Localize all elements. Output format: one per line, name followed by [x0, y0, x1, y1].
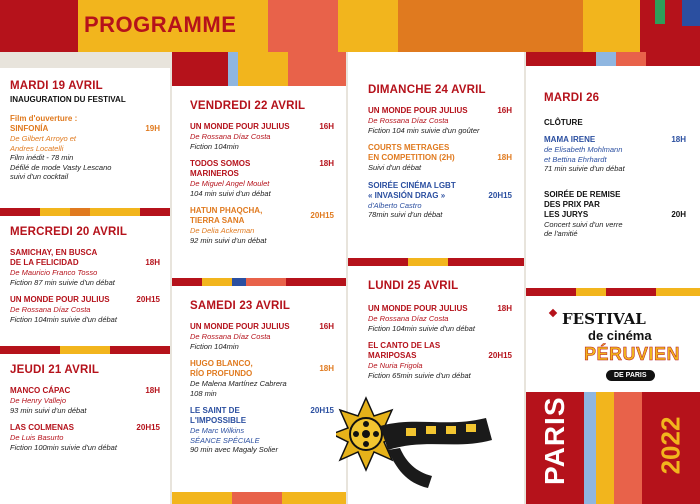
film-desc: 71 min suivie d'un débat	[544, 164, 625, 173]
card-jeudi-21	[0, 354, 170, 504]
card-mardi-26	[526, 66, 700, 288]
film-desc: 90 min avec Magaly Solier	[190, 445, 278, 454]
film-saint-impossible	[190, 406, 334, 455]
film-desc: 93 min suivi d'un débat	[10, 405, 87, 415]
film-title: SINFONÍA	[10, 124, 49, 133]
film-time: 20H15	[310, 211, 334, 220]
film-title: HATUN PHAQCHA,	[190, 206, 263, 215]
film-time: 20H15	[310, 406, 334, 415]
film-director: De Gilbert Arroyo et	[10, 134, 76, 143]
day-heading: JEUDI 21 AVRIL	[10, 364, 100, 376]
film-julius	[190, 122, 334, 151]
divider-strip	[348, 258, 524, 266]
film-todos-somos	[190, 159, 334, 198]
film-time: 20H15	[136, 295, 160, 304]
film-title: MANCO CÁPAC	[10, 386, 71, 395]
film-manco-capac	[10, 386, 160, 415]
logo-line-festival: FESTIVAL	[562, 310, 646, 328]
card-dimanche-24	[348, 52, 524, 258]
film-desc: Fiction 65min suivie d'un débat	[368, 370, 471, 380]
film-title: SOIRÉE CINÉMA LGBT	[368, 180, 456, 190]
film-director: d'Alberto Castro	[368, 200, 422, 210]
logo-line-de-paris: DE PARIS	[606, 370, 655, 381]
film-title: LE SAINT DE L'IMPOSSIBLE	[190, 406, 247, 425]
day-heading: VENDREDI 22 AVRIL	[190, 100, 306, 112]
film-director: De Miguel Angel Moulet	[190, 179, 270, 188]
film-mama-irene	[544, 135, 686, 174]
film-director: De Delia Ackerman	[190, 226, 255, 235]
logo-line-peruvien: PÉRUVIEN	[584, 344, 681, 364]
film-time: 20H15	[488, 190, 512, 200]
film-time: 20H	[671, 209, 686, 219]
day-heading: LUNDI 25 AVRIL	[368, 280, 459, 292]
film-director: Andres Locatelli	[10, 143, 64, 153]
film-time: 16H	[319, 122, 334, 131]
bottom-strip-col2	[172, 492, 346, 504]
film-title: DES PRIX PAR	[544, 199, 600, 209]
film-director: De Rossana Díaz Costa	[190, 332, 271, 341]
film-reel-illustration	[336, 388, 506, 498]
film-desc: 78min suivi d'un débat	[368, 210, 443, 219]
card-vendredi-22	[172, 86, 346, 278]
film-desc: Fiction 104min suivie d'un débat	[368, 323, 475, 333]
divider-strip	[526, 288, 700, 296]
film-time: 18H	[671, 135, 686, 144]
film-desc: 108 min	[190, 388, 217, 398]
film-director: De Rossana Díaz Costa	[368, 314, 449, 323]
film-desc: Fiction 100min suivie d'un débat	[10, 442, 117, 452]
card-samedi-23	[172, 286, 346, 492]
film-director: De Rossana Díaz Costa	[368, 116, 449, 125]
banner-city: PARIS	[539, 396, 570, 485]
top-strip-col4	[526, 52, 700, 66]
film-title: « INVASIÓN DRAG »	[368, 190, 446, 200]
film-title: UN MONDE POUR JULIUS	[10, 295, 110, 304]
day-heading: DIMANCHE 24 AVRIL	[368, 84, 486, 96]
film-julius	[368, 106, 512, 135]
day-heading: MARDI 19 AVRIL	[10, 80, 103, 92]
film-director: De Rossana Díaz Costa	[10, 305, 91, 314]
film-title: LAS COLMENAS	[10, 423, 74, 432]
day-subtitle: CLÔTURE	[544, 118, 583, 127]
divider-strip	[172, 278, 346, 286]
day-heading: MERCREDI 20 AVRIL	[10, 226, 128, 238]
film-time: 18H	[497, 304, 512, 313]
film-title: UN MONDE POUR JULIUS	[190, 322, 290, 331]
day-subtitle: INAUGURATION DU FESTIVAL	[10, 95, 126, 104]
film-time: 18H	[319, 364, 334, 373]
film-title: HUGO BLANCO,	[190, 359, 253, 368]
film-desc: suivi d'un cocktail	[10, 172, 69, 181]
film-title: EL CANTO DE LAS	[368, 341, 441, 350]
film-title: RÍO PROFUNDO	[190, 369, 253, 378]
film-director: De Malena Martínez Cabrera	[190, 379, 287, 388]
film-director: De Luis Basurto	[10, 433, 64, 442]
film-title: SOIRÉE DE REMISE	[544, 189, 621, 199]
top-band-green	[655, 0, 665, 24]
film-time: 20H15	[136, 423, 160, 432]
film-director: De Mauricio Franco Tosso	[10, 268, 98, 277]
film-desc: Film inédit - 78 min	[10, 153, 74, 162]
film-remise-prix	[544, 190, 686, 239]
film-title: MAMA IRENE	[544, 135, 596, 144]
film-courts-metrages	[368, 143, 512, 173]
film-hugo-blanco	[190, 359, 334, 398]
film-desc: Suivi d'un débat	[368, 163, 422, 172]
film-desc: Fiction 104 min suivie d'un goûter	[368, 125, 480, 135]
film-hatun-phaqcha	[190, 206, 334, 245]
divider-strip	[0, 208, 170, 216]
film-time: 18H	[497, 153, 512, 162]
film-desc: Fiction 104min	[190, 141, 239, 151]
film-time: 16H	[497, 106, 512, 115]
film-julius	[368, 304, 512, 333]
film-las-colmenas	[10, 423, 160, 452]
film-time: 18H	[145, 258, 160, 267]
banner-year: 2022	[655, 416, 686, 475]
film-director: De Henry Vallejo	[10, 396, 66, 405]
logo-line-cinema: de cinéma	[588, 328, 652, 343]
film-time: 19H	[145, 124, 160, 133]
film-julius	[10, 295, 160, 324]
film-title: LES JURYS	[544, 209, 589, 219]
film-title: EN COMPETITION (2H)	[368, 153, 455, 162]
day-heading: MARDI 26	[544, 92, 600, 104]
card-mardi-19	[0, 68, 170, 208]
film-julius	[190, 322, 334, 351]
top-strip-col2	[172, 52, 346, 86]
film-title: UN MONDE POUR JULIUS	[368, 304, 468, 313]
film-time: 16H	[319, 322, 334, 331]
film-director: De Marc Wilkins	[190, 426, 245, 435]
film-desc: 92 min suivi d'un débat	[190, 235, 267, 245]
film-note: SÉANCE SPÉCIALE	[190, 435, 260, 445]
film-desc: Concert suivi d'un verre	[544, 219, 623, 229]
film-title: DE LA FELICIDAD	[10, 258, 79, 267]
film-time: 18H	[319, 159, 334, 168]
film-desc: Défilé de mode Vasty Lescano	[10, 162, 112, 172]
film-invasion-drag	[368, 181, 512, 220]
divider-strip	[0, 346, 170, 354]
film-desc: 104 min suivi d'un débat	[190, 188, 271, 198]
film-title: COURTS METRAGES	[368, 143, 450, 152]
film-title: UN MONDE POUR JULIUS	[190, 122, 290, 131]
film-canto-mariposas	[368, 341, 512, 380]
top-band-blue	[682, 0, 700, 26]
film-time: 18H	[145, 386, 160, 395]
film-title: Film d'ouverture :	[10, 114, 78, 123]
film-title: TODOS SOMOS MARINEROS	[190, 159, 251, 178]
programme-title: PROGRAMME	[84, 12, 237, 37]
film-director: De Rossana Díaz Costa	[190, 132, 271, 141]
day-heading: SAMEDI 23 AVRIL	[190, 300, 291, 312]
film-time: 20H15	[488, 351, 512, 360]
festival-logo	[526, 296, 700, 392]
film-title: SAMICHAY, EN BUSCA	[10, 248, 98, 257]
film-title: UN MONDE POUR JULIUS	[368, 106, 468, 115]
film-title: MARIPOSAS	[368, 351, 417, 360]
film-sinfonia	[10, 114, 160, 182]
film-desc: Fiction 87 min suivie d'un débat	[10, 277, 115, 287]
film-title: TIERRA SANA	[190, 216, 245, 225]
film-director: de Elisabeth Mohlmann	[544, 145, 623, 154]
logo-sparkle	[549, 309, 557, 317]
card-mercredi-20	[0, 216, 170, 346]
film-samichay	[10, 248, 160, 287]
film-desc: Fiction 104min suivie d'un débat	[10, 314, 117, 324]
film-director: De Nuria Frigola	[368, 361, 423, 370]
film-desc: de l'amitié	[544, 229, 578, 238]
film-director: et Bettina Ehrhardt	[544, 154, 607, 164]
film-desc: Fiction 104min	[190, 341, 239, 351]
